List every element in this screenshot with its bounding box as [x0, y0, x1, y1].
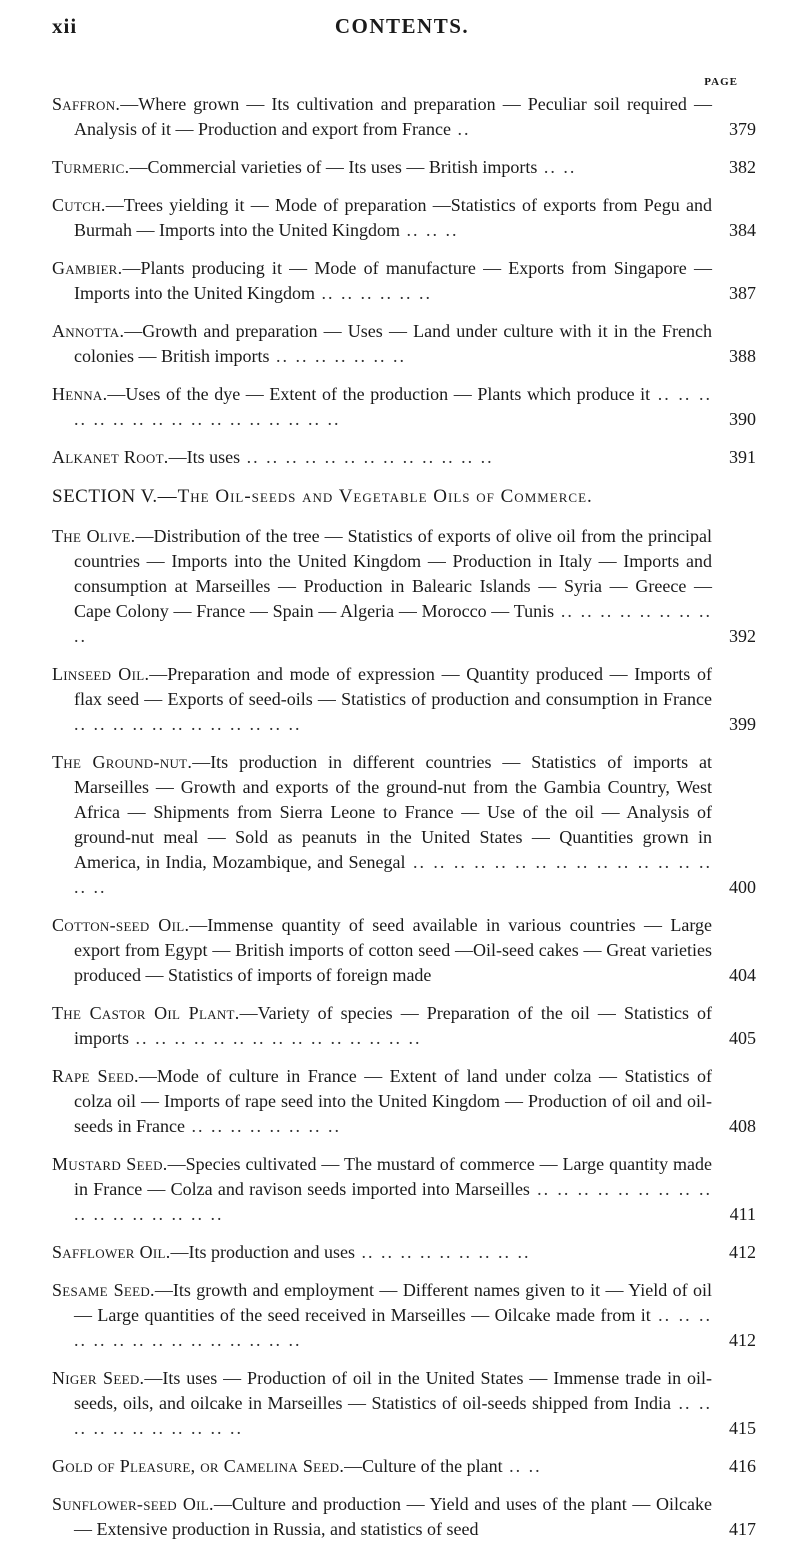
toc-entry-name: The Ground-nut.: [52, 752, 193, 772]
leader-dots: .. .. .. .. .. .. .. .. .. .. ..: [74, 1393, 712, 1438]
toc-entry-text: [52, 1454, 756, 1479]
page-column-label: PAGE: [704, 76, 738, 88]
toc-entry: [52, 1001, 756, 1051]
toc-entry-name: Saffron.: [52, 94, 121, 114]
toc-entry-text: [52, 524, 756, 649]
toc-page-number: 411: [729, 1204, 756, 1224]
toc-entry-name: Rape Seed.: [52, 1066, 139, 1086]
toc-entry: [52, 524, 756, 649]
toc-entry-description: —Commercial varieties of — Its uses — British imports: [129, 157, 538, 177]
leader-dots: .. .. .. .. .. .. .. .. .. .. .. ..: [74, 714, 302, 734]
toc-entry-name: Turmeric.: [52, 157, 130, 177]
toc-page-number: 388: [729, 346, 756, 366]
toc-entry-text: [52, 913, 756, 988]
toc-entry: [52, 256, 756, 306]
toc-entry: [52, 382, 756, 432]
toc-page-number: 404: [729, 965, 756, 985]
toc-entry-text: [52, 193, 756, 243]
toc-entry-name: Sesame Seed.: [52, 1280, 155, 1300]
toc-page-number: 405: [729, 1028, 756, 1048]
toc-entry-description: —Variety of species — Preparation of the oil — Statistics of imports: [74, 1003, 713, 1048]
toc-entry-description: —Where grown — Its cultivation and preparation — Peculiar soil required — Analysis of it — Production and export from France: [74, 94, 712, 139]
toc-entry: [52, 193, 756, 243]
leader-dots: .. .. .. .. .. .. .. .. .. .. .. .. ..: [240, 447, 494, 467]
section-label: SECTION V.: [52, 486, 158, 507]
page-number: xii: [52, 14, 78, 38]
toc-entry-text: [52, 1152, 756, 1227]
toc-entry-name: Cutch.: [52, 195, 106, 215]
toc-entry-description: —Preparation and mode of expression — Quantity produced — Imports of flax seed — Exports of seed-oils — Statistics of production and consumption in France: [74, 664, 712, 709]
leader-dots: .. .. .. .. .. .. ..: [269, 346, 406, 366]
toc-page-number: 415: [729, 1418, 756, 1438]
toc-entry-description: —Immense quantity of seed available in various countries — Large export from Egypt — British imports of cotton seed —Oil-seed cakes — Great varieties produced — Statistics of imports of foreign made: [74, 915, 712, 985]
toc-entry: [52, 1152, 756, 1227]
toc-entry-text: [52, 1366, 756, 1441]
section-heading: [52, 484, 756, 510]
leader-dots: .. .. .. .. .. .. .. .. .. .. .. .. .. .. .. .. ..: [74, 1179, 713, 1224]
toc-entry-name: Cotton-seed Oil.: [52, 915, 190, 935]
toc-entry-name: Gambier.: [52, 258, 123, 278]
toc-entry: [52, 445, 756, 470]
toc-page-number: 387: [729, 283, 756, 303]
toc-page-number: 400: [729, 877, 756, 897]
leader-dots: .. .. .. .. .. .. .. .. ..: [355, 1242, 531, 1262]
leader-dots: .. .. .. .. .. ..: [314, 283, 432, 303]
toc-entry: [52, 1278, 756, 1353]
toc-page-number: 412: [729, 1242, 756, 1262]
toc-entry: [52, 155, 756, 180]
toc-entry-name: Safflower Oil.: [52, 1242, 171, 1262]
entries-after-section: [52, 524, 756, 1542]
toc-page-number: 392: [729, 626, 756, 646]
toc-entry-description: —Uses of the dye — Extent of the production — Plants which produce it: [107, 384, 651, 404]
toc-entry-name: The Olive.: [52, 526, 136, 546]
contents-list: [52, 92, 756, 1555]
toc-entry-description: —Its production and uses: [170, 1242, 356, 1262]
toc-entry-text: [52, 750, 756, 900]
toc-entry-description: —Growth and preparation — Uses — Land under culture with it in the French colonies — British imports: [74, 321, 712, 366]
toc-entry: [52, 1240, 756, 1265]
toc-entry: [52, 1454, 756, 1479]
toc-entry-name: Gold of Pleasure, or Camelina Seed.: [52, 1456, 345, 1476]
toc-entry-description: —Mode of culture in France — Extent of land under colza — Statistics of colza oil — Imports of rape seed into the United Kingdom — Production of oil and oil-seeds in France: [74, 1066, 712, 1136]
toc-page-number: 384: [729, 220, 756, 240]
toc-entry: [52, 1064, 756, 1139]
toc-entry: [52, 1366, 756, 1441]
toc-page-number: 416: [729, 1456, 756, 1476]
toc-entry-text: [52, 1278, 756, 1353]
leader-dots: .. .. .. .. .. .. .. .. .. .. .. .. .. .. ..: [129, 1028, 422, 1048]
toc-entry-text: [52, 319, 756, 369]
toc-entry-name: Alkanet Root.: [52, 447, 169, 467]
toc-entry-description: —Culture of the plant: [344, 1456, 503, 1476]
toc-page-number: 417: [729, 1519, 756, 1539]
toc-entry-text: [52, 662, 756, 737]
toc-entry-text: [52, 382, 756, 432]
toc-entry-name: Mustard Seed.: [52, 1154, 168, 1174]
leader-dots: .. .. ..: [399, 220, 459, 240]
section-title: —The Oil-seeds and Vegetable Oils of Commerce.: [157, 486, 593, 507]
toc-entry: [52, 92, 756, 142]
leader-dots: .. ..: [537, 157, 577, 177]
toc-page-number: 382: [729, 157, 756, 177]
leader-dots: .. .. .. .. .. .. .. .. .. .. .. .. .. .. ..: [74, 1305, 712, 1350]
leader-dots: .. .. .. .. .. .. .. .. ..: [74, 601, 713, 646]
toc-entry-name: Niger Seed.: [52, 1368, 145, 1388]
toc-entry-description: —Its uses — Production of oil in the United States — Immense trade in oil-seeds, oils, and oilcake in Marseilles — Statistics of oil-seeds shipped from India: [74, 1368, 712, 1413]
toc-entry-text: [52, 445, 756, 470]
page-title: CONTENTS.: [334, 14, 470, 38]
toc-entry: [52, 662, 756, 737]
toc-page-number: 390: [729, 409, 756, 429]
toc-entry-name: Annotta.: [52, 321, 125, 341]
running-header: [52, 10, 752, 40]
leader-dots: .. ..: [502, 1456, 542, 1476]
toc-entry-description: —Its uses: [168, 447, 241, 467]
toc-entry-description: —Culture and production — Yield and uses of the plant — Oilcake — Extensive production in Russia, and statistics of seed: [74, 1494, 712, 1539]
toc-entry-description: —Trees yielding it — Mode of preparation —Statistics of exports from Pegu and Burmah — Imports into the United Kingdom: [74, 195, 712, 240]
toc-entry-text: [52, 92, 756, 142]
toc-entry: [52, 319, 756, 369]
toc-page-number: 391: [729, 447, 756, 467]
toc-entry-name: Linseed Oil.: [52, 664, 150, 684]
toc-entry-text: [52, 1492, 756, 1542]
toc-entry-text: [52, 1240, 756, 1265]
leader-dots: .. .. .. .. .. .. .. .. .. .. .. .. .. .. .. .. ..: [74, 384, 713, 429]
leader-dots: .. .. .. .. .. .. .. ..: [184, 1116, 341, 1136]
leader-dots: .. .. .. .. .. .. .. .. .. .. .. .. .. .. .. .. ..: [74, 852, 712, 897]
toc-entry-description: —Its growth and employment — Different names given to it — Yield of oil — Large quantities of the seed received in Marseilles — Oilcake made from it: [74, 1280, 713, 1325]
toc-entry-description: —Species cultivated — The mustard of commerce — Large quantity made in France — Colza and ravison seeds imported into Marseilles: [74, 1154, 712, 1199]
toc-entry-description: —Its production in different countries — Statistics of imports at Marseilles — Growth and exports of the ground-nut from the Gambia Country, West Africa — Shipments from Sierra Leone to France — Use of the oil — Analysis of ground-nut meal — Sold as peanuts in the United States — Quantities grown in America, in India, Mozambique, and Senegal: [74, 752, 713, 872]
leader-dots: ..: [450, 119, 471, 139]
toc-page-number: 412: [729, 1330, 756, 1350]
toc-entry-text: [52, 1001, 756, 1051]
toc-entry-name: The Castor Oil Plant.: [52, 1003, 240, 1023]
toc-entry: [52, 913, 756, 988]
toc-entry-text: [52, 155, 756, 180]
toc-entry-description: —Plants producing it — Mode of manufacture — Exports from Singapore — Imports into the United Kingdom: [74, 258, 712, 303]
toc-page-number: 379: [729, 119, 756, 139]
toc-page-number: 408: [729, 1116, 756, 1136]
toc-entry: [52, 1492, 756, 1542]
toc-entry-name: Henna.: [52, 384, 108, 404]
toc-entry-name: Sunflower-seed Oil.: [52, 1494, 214, 1514]
toc-entry-text: [52, 256, 756, 306]
entries-before-section: [52, 92, 756, 470]
toc-entry-text: [52, 1064, 756, 1139]
toc-entry: [52, 750, 756, 900]
toc-page-number: 399: [729, 714, 756, 734]
toc-entry-description: —Distribution of the tree — Statistics of exports of olive oil from the principal countries — Imports into the United Kingdom — Production in Italy — Imports and consumption at Marseilles — Production in Balearic Islands — Syria — Greece — Cape Colony — France — Spain — Algeria — Morocco — Tunis: [74, 526, 712, 621]
